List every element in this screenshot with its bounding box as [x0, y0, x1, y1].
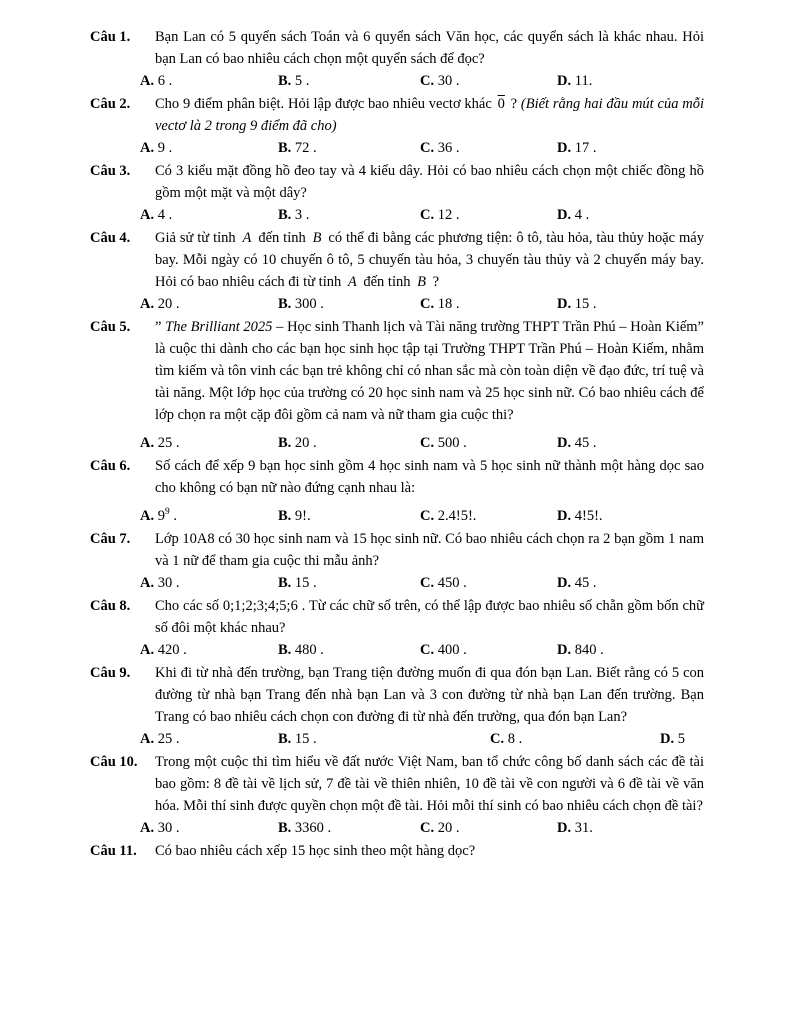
question-number: Câu 11.: [90, 843, 137, 859]
text-run: 72 .: [294, 140, 317, 156]
text-run: 2.4!5!.: [437, 508, 477, 524]
option-letter: C.: [420, 73, 435, 89]
answer-options: [140, 204, 732, 226]
question-text: [155, 751, 704, 817]
question-text: [155, 455, 704, 499]
text-run: Cho 9 điểm phân biệt. Hỏi lập được bao nhiêu vectơ khác: [155, 96, 496, 112]
option-letter: C.: [420, 508, 435, 524]
answer-options: [140, 817, 732, 839]
option-letter: B.: [278, 820, 292, 836]
option-letter: C.: [420, 820, 435, 836]
option-d: [557, 505, 732, 527]
question-text: [155, 840, 704, 862]
answer-options: [140, 728, 732, 750]
text-run: B: [312, 230, 322, 246]
option-a: [140, 70, 278, 92]
text-run: 5: [677, 731, 685, 747]
text-run: 12 .: [437, 207, 460, 223]
text-run: ?: [428, 274, 440, 290]
text-run: 0: [497, 96, 505, 112]
option-c: [420, 817, 557, 839]
text-run: (Biết rằng hai đầu mút của mỗi vectơ là 2 trong 9 điểm đã cho): [155, 96, 705, 134]
text-run: A: [242, 230, 252, 246]
question-list: [0, 26, 792, 862]
option-letter: C.: [420, 140, 435, 156]
text-run: 9!.: [294, 508, 311, 524]
option-letter: A.: [140, 642, 155, 658]
question-number: Câu 7.: [90, 531, 131, 547]
option-letter: C.: [420, 296, 435, 312]
option-letter: A.: [140, 508, 155, 524]
text-run: 20 .: [157, 296, 180, 312]
question-text: [155, 662, 704, 728]
text-run: 15 .: [574, 296, 597, 312]
text-run: ”: [155, 319, 166, 335]
option-b: [278, 137, 420, 159]
question-text: [155, 26, 704, 70]
option-b: [278, 204, 420, 226]
text-run: 20 .: [437, 820, 460, 836]
option-letter: D.: [557, 575, 572, 591]
text-run: 15 .: [294, 575, 317, 591]
answer-options: [140, 639, 732, 661]
answer-options: [140, 505, 732, 527]
text-run: 45 .: [574, 575, 597, 591]
option-letter: B.: [278, 73, 292, 89]
text-run: 300 .: [294, 296, 324, 312]
question-4: [0, 227, 792, 315]
text-run: .: [169, 508, 177, 524]
option-letter: D.: [557, 296, 572, 312]
option-letter: A.: [140, 207, 155, 223]
option-letter: A.: [140, 73, 155, 89]
text-run: B: [417, 274, 426, 290]
text-run: 17 .: [574, 140, 597, 156]
option-a: [140, 817, 278, 839]
option-b: [278, 505, 420, 527]
text-run: 3360 .: [294, 820, 332, 836]
text-run: Có bao nhiêu cách xếp 15 học sinh theo một hàng dọc?: [155, 843, 476, 859]
text-run: 480 .: [294, 642, 324, 658]
option-c: [420, 572, 557, 594]
question-number: Câu 10.: [90, 754, 138, 770]
option-a: [140, 204, 278, 226]
option-d: [557, 817, 732, 839]
text-run: 500 .: [437, 435, 467, 451]
text-run: Có 3 kiểu mặt đồng hồ đeo tay và 4 kiểu dây. Hỏi có bao nhiêu cách chọn một chiếc đồng hồ gồm một mặt và một dây?: [155, 163, 704, 201]
option-b: [278, 572, 420, 594]
text-run: 6 .: [157, 73, 173, 89]
option-letter: B.: [278, 140, 292, 156]
option-letter: A.: [140, 296, 155, 312]
option-c: [420, 70, 557, 92]
option-letter: A.: [140, 820, 155, 836]
option-letter: B.: [278, 296, 292, 312]
option-b: [278, 639, 420, 661]
text-run: 45 .: [574, 435, 597, 451]
option-a: [140, 505, 278, 527]
answer-options: [140, 293, 732, 315]
text-run: Trong một cuộc thi tìm hiểu về đất nước Việt Nam, ban tổ chức công bố danh sách các đề tài bao gồm: 8 đề tài về lịch sử, 7 đề tài về thiên nhiên, 10 đề tài về con người và 6 đề tài về văn hóa. Mỗi thí sinh được quyền chọn một đề tài. Hỏi mỗi thí sinh có bao nhiêu cách chọn đề tài?: [155, 754, 704, 814]
option-c: [420, 137, 557, 159]
question-11: [0, 840, 792, 862]
text-run: 9: [157, 508, 165, 524]
text-run: 5 .: [294, 73, 310, 89]
question-number: Câu 5.: [90, 319, 131, 335]
text-run: 9: [164, 507, 170, 518]
option-letter: D.: [557, 435, 572, 451]
option-letter: D.: [557, 140, 572, 156]
question-1: [0, 26, 792, 92]
option-letter: C.: [420, 575, 435, 591]
option-c: [420, 639, 557, 661]
question-text: [155, 528, 704, 572]
text-run: đến tỉnh: [359, 274, 415, 290]
text-run: 30 .: [157, 820, 180, 836]
option-d: [557, 572, 732, 594]
text-run: 30 .: [157, 575, 180, 591]
option-letter: B.: [278, 575, 292, 591]
option-d: [557, 204, 732, 226]
text-run: 8 .: [507, 731, 523, 747]
text-run: 4 .: [574, 207, 590, 223]
option-a: [140, 293, 278, 315]
option-letter: A.: [140, 575, 155, 591]
text-run: The Brilliant 2025: [165, 319, 273, 335]
option-letter: B.: [278, 642, 292, 658]
text-run: 20 .: [294, 435, 317, 451]
option-c: [420, 204, 557, 226]
text-run: 4 .: [157, 207, 173, 223]
option-d: [557, 432, 732, 454]
question-6: [0, 455, 792, 527]
option-a: [140, 137, 278, 159]
text-run: 840 .: [574, 642, 604, 658]
question-number: Câu 8.: [90, 598, 131, 614]
option-letter: B.: [278, 207, 292, 223]
option-c: [490, 728, 660, 750]
answer-options: [140, 432, 732, 454]
text-run: 36 .: [437, 140, 460, 156]
text-run: 25 .: [157, 435, 180, 451]
question-9: [0, 662, 792, 750]
option-letter: D.: [660, 731, 675, 747]
question-3: [0, 160, 792, 226]
option-b: [278, 70, 420, 92]
option-d: [557, 70, 732, 92]
option-letter: D.: [557, 642, 572, 658]
text-run: 25 .: [157, 731, 180, 747]
question-number: Câu 3.: [90, 163, 131, 179]
text-run: 11.: [574, 73, 593, 89]
text-run: 450 .: [437, 575, 467, 591]
question-8: [0, 595, 792, 661]
text-run: 9 .: [157, 140, 173, 156]
option-letter: C.: [490, 731, 505, 747]
text-run: A: [347, 274, 357, 290]
answer-options: [140, 137, 732, 159]
option-letter: A.: [140, 731, 155, 747]
option-b: [278, 728, 490, 750]
text-run: Bạn Lan có 5 quyển sách Toán và 6 quyển sách Văn học, các quyển sách là khác nhau. Hỏi bạn Lan có bao nhiêu cách chọn một quyển sách để đọc?: [155, 29, 704, 67]
option-c: [420, 505, 557, 527]
question-5: [0, 316, 792, 454]
text-run: Khi đi từ nhà đến trường, bạn Trang tiện đường muốn đi qua đón bạn Lan. Biết rằng có 5 con đường từ nhà bạn Trang đến nhà bạn Lan và 3 con đường từ nhà bạn Lan đến trường. Bạn Trang có bao nhiêu cách chọn con đường đi từ nhà đến trường, qua đón bạn Lan?: [155, 665, 704, 725]
text-run: 30 .: [437, 73, 460, 89]
question-10: [0, 751, 792, 839]
text-run: Giả sử từ tỉnh: [155, 230, 240, 246]
question-number: Câu 9.: [90, 665, 131, 681]
option-c: [420, 293, 557, 315]
text-run: Cho các số 0;1;2;3;4;5;6 . Từ các chữ số trên, có thể lập được bao nhiêu số chẵn gồm bốn chữ số đôi một khác nhau?: [155, 598, 704, 636]
question-text: [155, 595, 704, 639]
option-d: [660, 728, 732, 750]
option-d: [557, 639, 732, 661]
question-number: Câu 6.: [90, 458, 131, 474]
option-letter: B.: [278, 731, 292, 747]
option-letter: D.: [557, 820, 572, 836]
text-run: 4!5!.: [574, 508, 603, 524]
text-run: Số cách để xếp 9 bạn học sinh gồm 4 học sinh nam và 5 học sinh nữ thành một hàng dọc sao cho không có bạn nữ nào đứng cạnh nhau là:: [155, 458, 704, 496]
option-d: [557, 293, 732, 315]
question-text: [155, 93, 704, 137]
option-d: [557, 137, 732, 159]
question-7: [0, 528, 792, 594]
text-run: có thể đi bằng các phương tiện: ô tô, tàu hỏa, tàu thủy hoặc máy bay. Mỗi ngày có 10 chuyến ô tô, 5 chuyến tàu hỏa, 3 chuyến tàu thủy và 2 chuyến máy bay. Hỏi có bao nhiêu cách đi từ tỉnh: [155, 230, 704, 290]
option-a: [140, 728, 278, 750]
text-run: ?: [506, 96, 521, 112]
option-letter: C.: [420, 207, 435, 223]
text-run: 400 .: [437, 642, 467, 658]
option-letter: A.: [140, 140, 155, 156]
text-run: đến tỉnh: [254, 230, 310, 246]
option-b: [278, 432, 420, 454]
option-b: [278, 817, 420, 839]
text-run: – Học sinh Thanh lịch và Tài năng trường THPT Trần Phú – Hoàn Kiếm” là cuộc thi dành cho các bạn học sinh học tập tại Trường THPT Trần Phú – Hoàn Kiếm, nhằm tìm kiếm và tôn vinh các bạn trẻ không chỉ có nhan sắc mà còn toàn diện về đạo đức, trí tuệ và tài năng. Một lớp học của trường có 20 học sinh nam và 25 học sinh nữ. Có bao nhiêu cách để lớp chọn ra một cặp đôi gồm cả nam và nữ tham gia cuộc thi?: [155, 319, 704, 423]
question-text: [155, 227, 704, 293]
question-number: Câu 4.: [90, 230, 131, 246]
text-run: Lớp 10A8 có 30 học sinh nam và 15 học sinh nữ. Có bao nhiêu cách chọn ra 2 bạn gồm 1 nam và 1 nữ để tham gia cuộc thi mẫu ảnh?: [155, 531, 704, 569]
question-number: Câu 2.: [90, 96, 131, 112]
question-number: Câu 1.: [90, 29, 131, 45]
option-letter: D.: [557, 73, 572, 89]
answer-options: [140, 572, 732, 594]
option-b: [278, 293, 420, 315]
option-a: [140, 432, 278, 454]
option-letter: D.: [557, 207, 572, 223]
text-run: 31.: [574, 820, 593, 836]
text-run: 15 .: [294, 731, 317, 747]
text-run: 3 .: [294, 207, 310, 223]
question-text: [155, 160, 704, 204]
option-letter: A.: [140, 435, 155, 451]
option-a: [140, 572, 278, 594]
question-2: [0, 93, 792, 159]
answer-options: [140, 70, 732, 92]
option-letter: C.: [420, 642, 435, 658]
option-letter: C.: [420, 435, 435, 451]
option-c: [420, 432, 557, 454]
option-a: [140, 639, 278, 661]
option-letter: D.: [557, 508, 572, 524]
question-text: [155, 316, 704, 426]
option-letter: B.: [278, 508, 292, 524]
option-letter: B.: [278, 435, 292, 451]
text-run: 18 .: [437, 296, 460, 312]
text-run: 420 .: [157, 642, 187, 658]
